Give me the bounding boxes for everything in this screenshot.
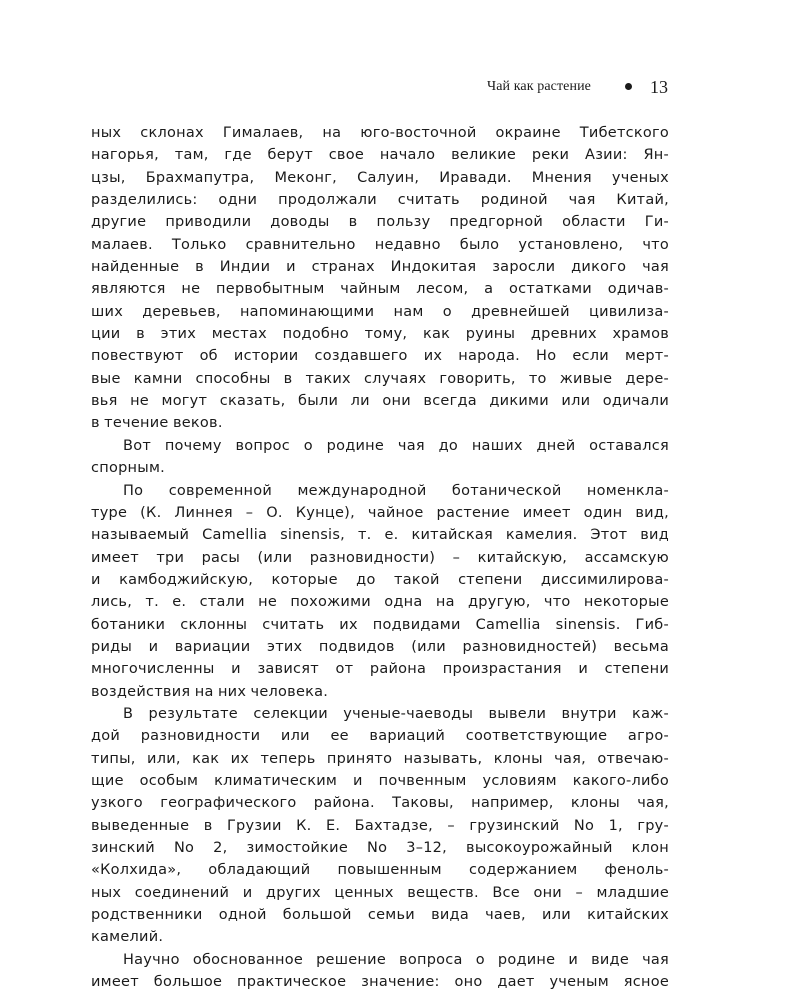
- text-line: дой разновидности или ее вариаций соответствующие агро-: [91, 728, 669, 745]
- text-line: выведенные в Грузии К. Е. Бахтадзе, – грузинский No 1, гру-: [91, 817, 669, 834]
- page-number: 13: [650, 76, 668, 97]
- text-line: туре (К. Линнея – О. Кунце), чайное растение имеет один вид,: [91, 504, 669, 521]
- running-header: [0, 76, 668, 98]
- text-line: «Колхида», обладающий повышенным содержанием феноль-: [91, 862, 669, 879]
- text-line: По современной международной ботанической номенкла-: [123, 482, 669, 499]
- text-line: спорным.: [91, 460, 166, 477]
- text-line: ных соединений и других ценных веществ. Все они – младшие: [91, 884, 669, 901]
- text-line: называемый Camellia sinensis, т. е. китайская камелия. Этот вид: [91, 527, 669, 544]
- text-line: риды и вариации этих подвидов (или разновидностей) весьма: [91, 638, 669, 655]
- text-line: воздействия на них человека.: [91, 683, 329, 700]
- text-line: имеет большое практическое значение: оно дает ученым ясное: [91, 974, 669, 991]
- text-line: в течение веков.: [91, 415, 223, 432]
- text-line: повествуют об истории создавшего их народа. Но если мерт-: [91, 348, 669, 365]
- text-line: разделились: одни продолжали считать родиной чая Китай,: [91, 192, 669, 209]
- body-text: [91, 122, 669, 993]
- text-line: щие особым климатическим и почвенным условиям какого-либо: [91, 772, 669, 789]
- text-line: нагорья, там, где берут свое начало великие реки Азии: Ян-: [91, 147, 669, 164]
- text-line: являются не первобытным чайным лесом, а остатками одичав-: [91, 281, 669, 298]
- text-line: ции в этих местах подобно тому, как руины древних храмов: [91, 326, 669, 343]
- text-line: имеет три расы (или разновидности) – китайскую, ассамскую: [91, 549, 669, 566]
- text-line: вья не могут сказать, были ли они всегда дикими или одичали: [91, 393, 669, 410]
- bullet-separator-icon: [625, 83, 632, 90]
- text-line: малаев. Только сравнительно недавно было установлено, что: [91, 236, 669, 253]
- text-line: узкого географического района. Таковы, например, клоны чая,: [91, 795, 669, 812]
- text-line: камелий.: [91, 929, 164, 946]
- text-line: родственники одной большой семьи вида чаев, или китайских: [91, 907, 669, 924]
- text-line: В результате селекции ученые-чаеводы вывели внутри каж-: [123, 705, 669, 722]
- text-line: лись, т. е. стали не похожими одна на другую, что некоторые: [91, 594, 669, 611]
- text-line: вые камни способны в таких случаях говорить, то живые дере-: [91, 370, 669, 387]
- text-line: и камбоджийскую, которые до такой степени диссимилирова-: [91, 571, 669, 588]
- text-line: ных склонах Гималаев, на юго-восточной окраине Тибетского: [91, 125, 669, 141]
- running-title: Чай как растение: [487, 79, 591, 94]
- text-line: ших деревьев, напоминающими нам о древнейшей цивилиза-: [91, 303, 669, 320]
- text-line: зинский No 2, зимостойкие No 3–12, высокоурожайный клон: [91, 840, 669, 856]
- text-line: Вот почему вопрос о родине чая до наших дней оставался: [123, 437, 669, 454]
- text-line: ботаники склонны считать их подвидами Camellia sinensis. Гиб-: [91, 616, 669, 633]
- text-line: многочисленны и зависят от района произрастания и степени: [91, 661, 669, 678]
- text-line: другие приводили доводы в пользу предгорной области Ги-: [91, 214, 669, 231]
- text-line: Научно обоснованное решение вопроса о родине и виде чая: [123, 951, 669, 968]
- text-line: типы, или, как их теперь принято называть, клоны чая, отвечаю-: [91, 750, 669, 767]
- text-line: цзы, Брахмапутра, Меконг, Салуин, Иравади. Мнения ученых: [91, 169, 669, 186]
- text-line: найденные в Индии и странах Индокитая заросли дикого чая: [91, 259, 669, 276]
